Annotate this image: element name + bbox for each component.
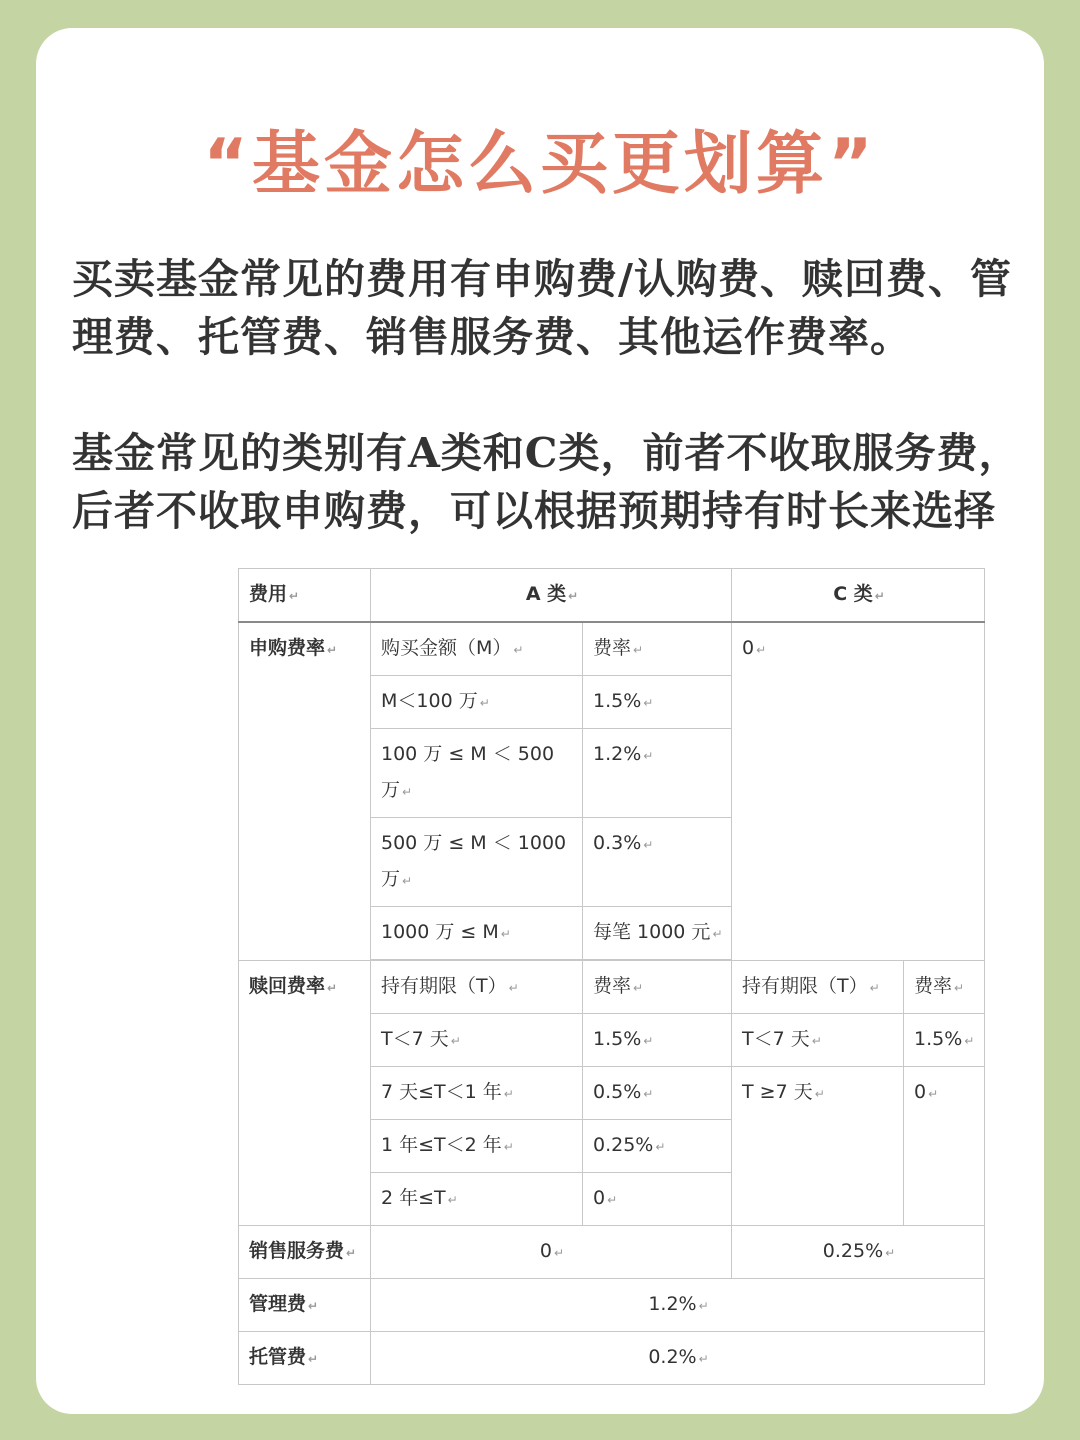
sales-service-a: 0 ↵ — [371, 1226, 732, 1279]
header-class-c: C 类 ↵ — [732, 569, 985, 623]
red-c-col-rate: 费率 ↵ — [904, 961, 985, 1014]
red-c-period: T＜7 天 ↵ — [732, 1014, 904, 1067]
red-a-period-highlighted: 2 年≤T ↵ — [371, 1173, 583, 1226]
table-header-row — [239, 569, 985, 623]
red-a-rate: 1.5% ↵ — [583, 1014, 732, 1067]
sub-tier-rate: 0.3% ↵ — [583, 818, 732, 907]
sub-tier-rate: 1.2% ↵ — [583, 729, 732, 818]
custody-value: 0.2% ↵ — [371, 1332, 985, 1385]
sub-col-amount: 购买金额（M） ↵ — [371, 622, 583, 676]
red-c-rate-highlighted: 0 ↵ — [904, 1067, 985, 1226]
sub-col-rate: 费率 ↵ — [583, 622, 732, 676]
table-row — [239, 1226, 985, 1279]
header-fee: 费用 ↵ — [239, 569, 371, 623]
header-class-a: A 类 ↵ — [371, 569, 732, 623]
redemption-label: 赎回费率 ↵ — [239, 961, 371, 1226]
sub-tier-range: 100 万 ≤ M ＜ 500 万 ↵ — [371, 729, 583, 818]
sub-class-c-value: 0 ↵ — [732, 622, 985, 961]
subscription-label: 申购费率 ↵ — [239, 622, 371, 961]
red-c-col-period: 持有期限（T） ↵ — [732, 961, 904, 1014]
red-a-rate: 0.25% ↵ — [583, 1120, 732, 1173]
table-row — [239, 961, 985, 1014]
sub-tier-range: M＜100 万 ↵ — [371, 676, 583, 729]
management-label: 管理费 ↵ — [239, 1279, 371, 1332]
fee-table-wrapper — [238, 568, 985, 1385]
sub-tier-rate: 每笔 1000 元 ↵ — [583, 907, 732, 960]
class-intro-paragraph: 基金常见的类别有A类和C类，前者不收取服务费，后者不收取申购费，可以根据预期持有时长来选择 — [72, 429, 1021, 535]
red-c-period-highlighted: T ≥7 天 ↵ — [732, 1067, 904, 1226]
table-row — [239, 622, 985, 676]
red-a-col-period: 持有期限（T） ↵ — [371, 961, 583, 1014]
sales-service-c: 0.25% ↵ — [732, 1226, 985, 1279]
sales-service-label: 销售服务费 ↵ — [239, 1226, 371, 1279]
management-value: 1.2% ↵ — [371, 1279, 985, 1332]
table-row — [239, 1332, 985, 1385]
page-title: “基金怎么买更划算” — [203, 125, 877, 204]
fees-intro-paragraph: 买卖基金常见的费用有申购费/认购费、赎回费、管理费、托管费、销售服务费、其他运作费率。 — [72, 255, 1012, 361]
fee-table — [238, 568, 985, 1385]
table-row — [239, 1279, 985, 1332]
red-a-period: T＜7 天 ↵ — [371, 1014, 583, 1067]
red-a-rate: 0.5% ↵ — [583, 1067, 732, 1120]
custody-label: 托管费 ↵ — [239, 1332, 371, 1385]
red-a-rate-highlighted: 0 ↵ — [583, 1173, 732, 1226]
sub-tier-range: 500 万 ≤ M ＜ 1000 万 ↵ — [371, 818, 583, 907]
red-a-col-rate: 费率 ↵ — [583, 961, 732, 1014]
red-a-period: 1 年≤T＜2 年 ↵ — [371, 1120, 583, 1173]
sub-tier-range: 1000 万 ≤ M ↵ — [371, 907, 583, 960]
sub-tier-rate: 1.5% ↵ — [583, 676, 732, 729]
red-c-rate: 1.5% ↵ — [904, 1014, 985, 1067]
red-a-period: 7 天≤T＜1 年 ↵ — [371, 1067, 583, 1120]
